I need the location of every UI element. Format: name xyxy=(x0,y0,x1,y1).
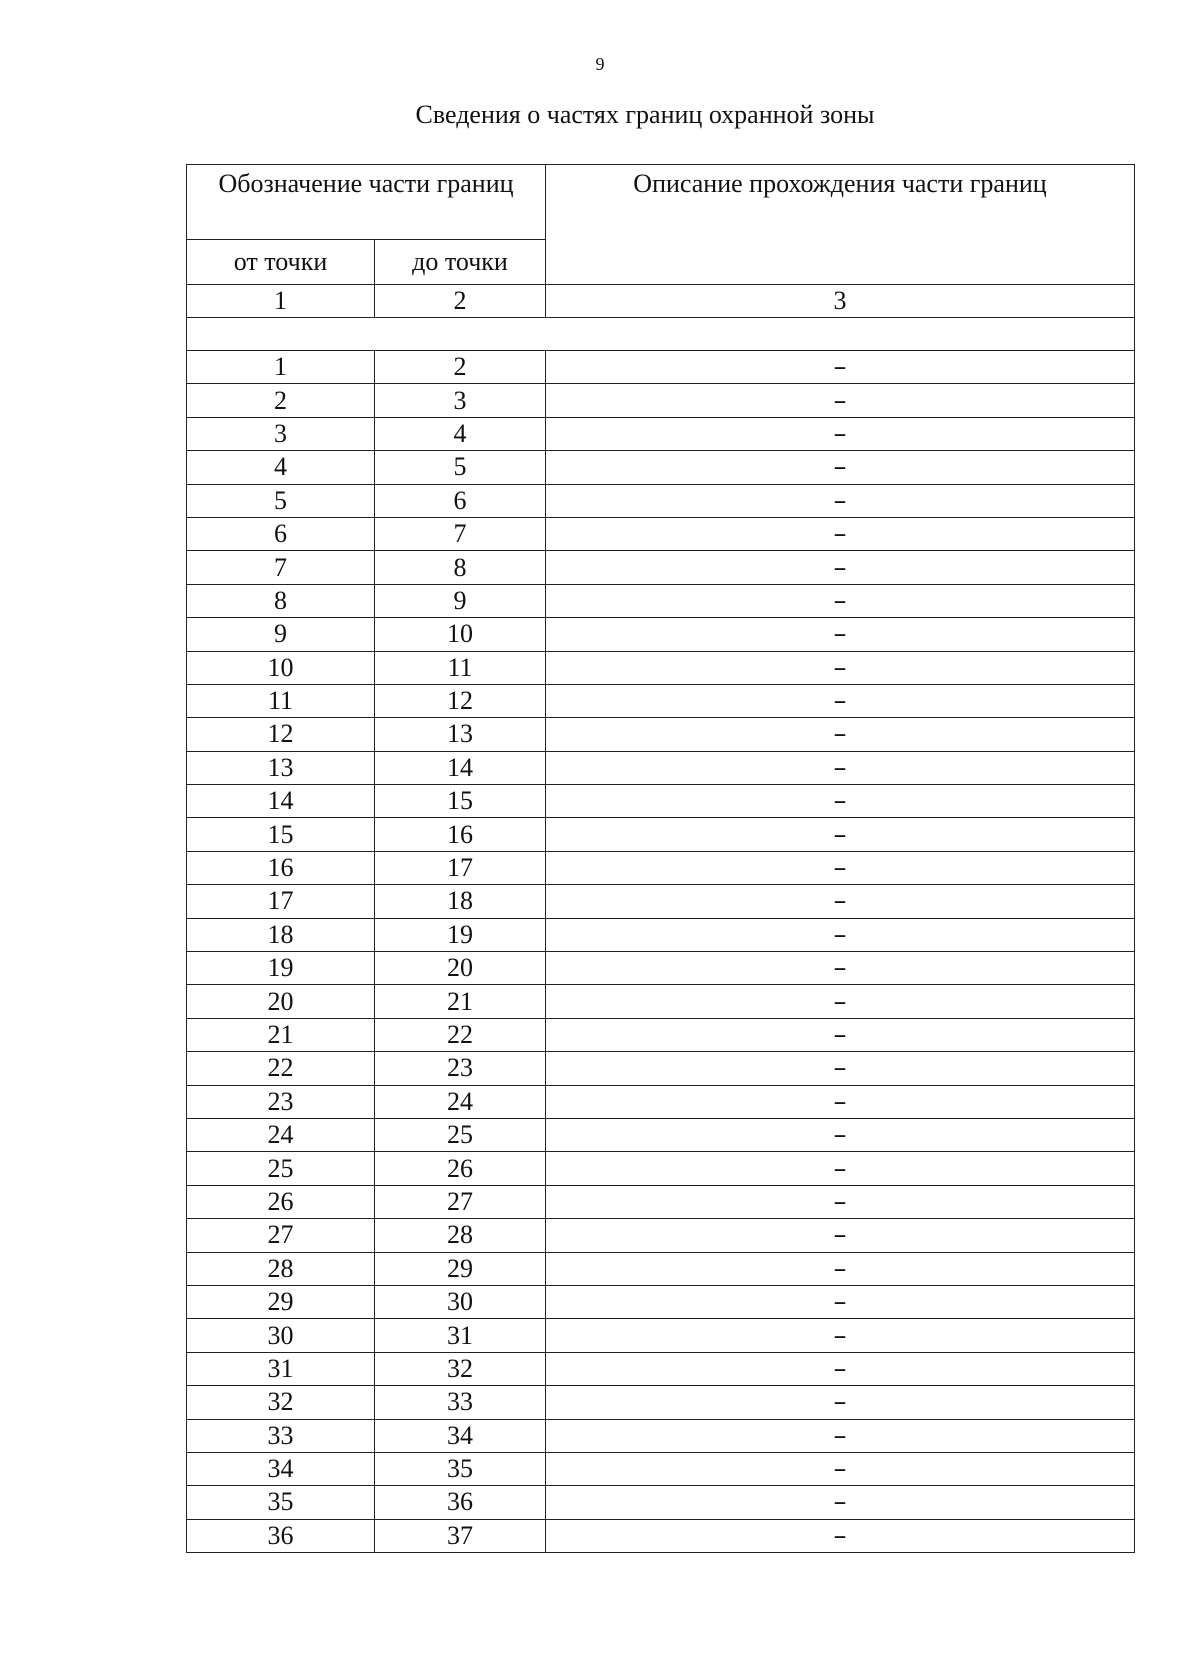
table-row xyxy=(187,1319,1135,1352)
to-point-cell: 12 xyxy=(375,684,546,717)
from-point-cell: 16 xyxy=(187,851,375,884)
description-cell: – xyxy=(546,1386,1135,1419)
column-number-row xyxy=(187,285,1135,318)
description-cell: – xyxy=(546,851,1135,884)
description-cell: – xyxy=(546,1152,1135,1185)
to-point-cell: 22 xyxy=(375,1018,546,1051)
description-cell: – xyxy=(546,1252,1135,1285)
from-point-cell: 14 xyxy=(187,785,375,818)
description-cell: – xyxy=(546,1519,1135,1552)
from-point-cell: 7 xyxy=(187,551,375,584)
table-row xyxy=(187,1386,1135,1419)
table-row xyxy=(187,651,1135,684)
from-point-cell: 34 xyxy=(187,1452,375,1485)
from-point-cell: 36 xyxy=(187,1519,375,1552)
description-cell: – xyxy=(546,1219,1135,1252)
to-point-cell: 37 xyxy=(375,1519,546,1552)
from-point-cell: 23 xyxy=(187,1085,375,1118)
table-row xyxy=(187,1152,1135,1185)
table-row xyxy=(187,1285,1135,1318)
to-point-cell: 10 xyxy=(375,618,546,651)
description-cell: – xyxy=(546,451,1135,484)
description-cell: – xyxy=(546,384,1135,417)
description-cell: – xyxy=(546,1185,1135,1218)
to-point-cell: 16 xyxy=(375,818,546,851)
table-row xyxy=(187,451,1135,484)
column-number: 1 xyxy=(187,285,375,318)
to-point-cell: 18 xyxy=(375,885,546,918)
table-row xyxy=(187,384,1135,417)
to-point-cell: 23 xyxy=(375,1052,546,1085)
from-point-cell: 12 xyxy=(187,718,375,751)
table-row xyxy=(187,985,1135,1018)
description-cell: – xyxy=(546,417,1135,450)
table-row xyxy=(187,1352,1135,1385)
description-cell: – xyxy=(546,1052,1135,1085)
description-cell: – xyxy=(546,985,1135,1018)
to-point-cell: 25 xyxy=(375,1118,546,1151)
table-body xyxy=(187,285,1135,1553)
from-point-cell: 11 xyxy=(187,684,375,717)
from-point-cell: 28 xyxy=(187,1252,375,1285)
to-point-cell: 11 xyxy=(375,651,546,684)
from-point-cell: 30 xyxy=(187,1319,375,1352)
table-row xyxy=(187,885,1135,918)
from-point-cell: 2 xyxy=(187,384,375,417)
to-point-cell: 20 xyxy=(375,952,546,985)
header-to-point: до точки xyxy=(375,240,546,285)
to-point-cell: 31 xyxy=(375,1319,546,1352)
table-row xyxy=(187,1118,1135,1151)
description-cell: – xyxy=(546,551,1135,584)
to-point-cell: 7 xyxy=(375,517,546,550)
to-point-cell: 33 xyxy=(375,1386,546,1419)
from-point-cell: 26 xyxy=(187,1185,375,1218)
description-cell: – xyxy=(546,818,1135,851)
to-point-cell: 9 xyxy=(375,584,546,617)
description-cell: – xyxy=(546,584,1135,617)
to-point-cell: 15 xyxy=(375,785,546,818)
description-cell: – xyxy=(546,1085,1135,1118)
column-number: 3 xyxy=(546,285,1135,318)
from-point-cell: 6 xyxy=(187,517,375,550)
description-cell: – xyxy=(546,952,1135,985)
to-point-cell: 29 xyxy=(375,1252,546,1285)
table-row xyxy=(187,785,1135,818)
table-row xyxy=(187,1519,1135,1552)
header-boundary-designation: Обозначение части границ xyxy=(187,165,546,240)
to-point-cell: 24 xyxy=(375,1085,546,1118)
table-row xyxy=(187,1419,1135,1452)
description-cell: – xyxy=(546,785,1135,818)
description-cell: – xyxy=(546,1018,1135,1051)
to-point-cell: 19 xyxy=(375,918,546,951)
to-point-cell: 8 xyxy=(375,551,546,584)
to-point-cell: 21 xyxy=(375,985,546,1018)
to-point-cell: 28 xyxy=(375,1219,546,1252)
from-point-cell: 17 xyxy=(187,885,375,918)
from-point-cell: 33 xyxy=(187,1419,375,1452)
table-row xyxy=(187,1052,1135,1085)
description-cell: – xyxy=(546,684,1135,717)
section-label xyxy=(187,318,1135,351)
to-point-cell: 6 xyxy=(375,484,546,517)
to-point-cell: 27 xyxy=(375,1185,546,1218)
description-cell: – xyxy=(546,751,1135,784)
from-point-cell: 18 xyxy=(187,918,375,951)
from-point-cell: 8 xyxy=(187,584,375,617)
description-cell: – xyxy=(546,918,1135,951)
from-point-cell: 10 xyxy=(187,651,375,684)
to-point-cell: 13 xyxy=(375,718,546,751)
table-row xyxy=(187,684,1135,717)
table-row xyxy=(187,851,1135,884)
description-cell: – xyxy=(546,1452,1135,1485)
to-point-cell: 34 xyxy=(375,1419,546,1452)
from-point-cell: 29 xyxy=(187,1285,375,1318)
column-number: 2 xyxy=(375,285,546,318)
from-point-cell: 4 xyxy=(187,451,375,484)
table-row xyxy=(187,718,1135,751)
table-row xyxy=(187,551,1135,584)
description-cell: – xyxy=(546,1352,1135,1385)
table-row xyxy=(187,1185,1135,1218)
from-point-cell: 21 xyxy=(187,1018,375,1051)
description-cell: – xyxy=(546,1285,1135,1318)
section-row xyxy=(187,318,1135,351)
from-point-cell: 19 xyxy=(187,952,375,985)
from-point-cell: 22 xyxy=(187,1052,375,1085)
from-point-cell: 9 xyxy=(187,618,375,651)
table-row xyxy=(187,1018,1135,1051)
from-point-cell: 13 xyxy=(187,751,375,784)
table-row xyxy=(187,1452,1135,1485)
to-point-cell: 32 xyxy=(375,1352,546,1385)
description-cell: – xyxy=(546,651,1135,684)
to-point-cell: 2 xyxy=(375,351,546,384)
from-point-cell: 32 xyxy=(187,1386,375,1419)
from-point-cell: 5 xyxy=(187,484,375,517)
table-row xyxy=(187,818,1135,851)
table-row xyxy=(187,618,1135,651)
to-point-cell: 3 xyxy=(375,384,546,417)
table-row xyxy=(187,751,1135,784)
table-row xyxy=(187,1219,1135,1252)
page-number: 9 xyxy=(595,54,605,74)
table-row xyxy=(187,952,1135,985)
from-point-cell: 27 xyxy=(187,1219,375,1252)
to-point-cell: 26 xyxy=(375,1152,546,1185)
table-row xyxy=(187,1085,1135,1118)
header-from-point: от точки xyxy=(187,240,375,285)
description-cell: – xyxy=(546,351,1135,384)
from-point-cell: 1 xyxy=(187,351,375,384)
table-row xyxy=(187,517,1135,550)
to-point-cell: 4 xyxy=(375,417,546,450)
description-cell: – xyxy=(546,1486,1135,1519)
description-cell: – xyxy=(546,1419,1135,1452)
to-point-cell: 5 xyxy=(375,451,546,484)
description-cell: – xyxy=(546,1319,1135,1352)
description-cell: – xyxy=(546,517,1135,550)
from-point-cell: 24 xyxy=(187,1118,375,1151)
from-point-cell: 25 xyxy=(187,1152,375,1185)
table-row xyxy=(187,1486,1135,1519)
to-point-cell: 14 xyxy=(375,751,546,784)
from-point-cell: 31 xyxy=(187,1352,375,1385)
from-point-cell: 35 xyxy=(187,1486,375,1519)
description-cell: – xyxy=(546,484,1135,517)
to-point-cell: 36 xyxy=(375,1486,546,1519)
description-cell: – xyxy=(546,885,1135,918)
table-row xyxy=(187,351,1135,384)
boundary-parts-table xyxy=(186,164,1135,1553)
description-cell: – xyxy=(546,1118,1135,1151)
to-point-cell: 35 xyxy=(375,1452,546,1485)
table-row xyxy=(187,1252,1135,1285)
table-row xyxy=(187,918,1135,951)
table-row xyxy=(187,584,1135,617)
description-cell: – xyxy=(546,718,1135,751)
from-point-cell: 20 xyxy=(187,985,375,1018)
table-row xyxy=(187,417,1135,450)
from-point-cell: 15 xyxy=(187,818,375,851)
page-title: Сведения о частях границ охранной зоны xyxy=(415,100,875,129)
to-point-cell: 30 xyxy=(375,1285,546,1318)
from-point-cell: 3 xyxy=(187,417,375,450)
description-cell: – xyxy=(546,618,1135,651)
header-boundary-description: Описание прохождения части границ xyxy=(546,165,1135,285)
table-row xyxy=(187,484,1135,517)
to-point-cell: 17 xyxy=(375,851,546,884)
